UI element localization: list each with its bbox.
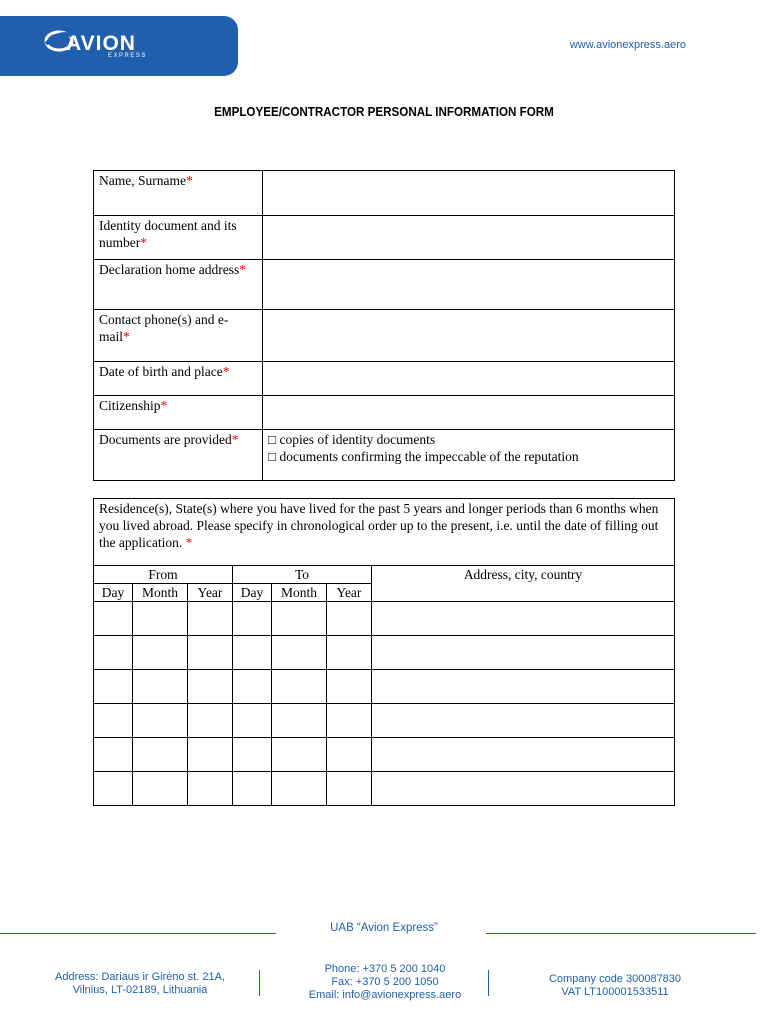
footer-separator <box>259 970 260 996</box>
cell[interactable] <box>133 704 188 738</box>
cell[interactable] <box>372 602 675 636</box>
cell[interactable] <box>272 738 327 772</box>
table-row <box>94 566 675 584</box>
website-link[interactable]: www.avionexpress.aero <box>569 39 686 51</box>
checkbox-identity-documents[interactable]: □ copies of identity documents <box>268 432 436 447</box>
cell[interactable] <box>233 602 272 636</box>
cell[interactable] <box>372 670 675 704</box>
name-field[interactable] <box>263 171 675 216</box>
table-row <box>94 772 675 806</box>
cell[interactable] <box>94 704 133 738</box>
field-label: Documents are provided* <box>94 430 263 481</box>
cell[interactable] <box>133 670 188 704</box>
cell[interactable] <box>327 704 372 738</box>
cell[interactable] <box>372 704 675 738</box>
field-label: Name, Surname* <box>94 171 263 216</box>
cell[interactable] <box>327 670 372 704</box>
day-header: Day <box>94 584 133 602</box>
year-header: Year <box>327 584 372 602</box>
table-row <box>94 310 675 362</box>
cell[interactable] <box>233 738 272 772</box>
birth-field[interactable] <box>263 362 675 396</box>
cell[interactable] <box>272 636 327 670</box>
cell[interactable] <box>327 738 372 772</box>
phone-text: Phone: +370 5 200 1040 <box>324 963 446 975</box>
table-row <box>94 670 675 704</box>
table-row <box>94 430 675 481</box>
checkbox-reputation-documents[interactable]: □ documents confirming the impeccable of the reputation <box>268 449 579 464</box>
cell[interactable] <box>272 670 327 704</box>
cell[interactable] <box>372 636 675 670</box>
from-header: From <box>94 566 233 584</box>
cell[interactable] <box>272 602 327 636</box>
residence-table <box>93 498 675 806</box>
residence-intro: Residence(s), State(s) where you have lived for the past 5 years and longer periods than 6 months when you lived abroad. Please specify in chronological order up to the present, i.e. until the date of filling out the application. * <box>94 499 675 566</box>
cell[interactable] <box>233 772 272 806</box>
cell[interactable] <box>133 602 188 636</box>
cell[interactable] <box>372 772 675 806</box>
cell[interactable] <box>188 738 233 772</box>
month-header: Month <box>133 584 188 602</box>
table-row <box>94 636 675 670</box>
documents-options <box>263 430 675 481</box>
field-label: Declaration home address* <box>94 260 263 310</box>
address-line: Vilnius, LT-02189, Lithuania <box>72 984 208 996</box>
cell[interactable] <box>94 738 133 772</box>
cell[interactable] <box>272 772 327 806</box>
identity-document-field[interactable] <box>263 216 675 260</box>
cell[interactable] <box>94 636 133 670</box>
field-label: Identity document and its number* <box>94 216 263 260</box>
to-header: To <box>233 566 372 584</box>
table-row <box>94 171 675 216</box>
cell[interactable] <box>233 704 272 738</box>
cell[interactable] <box>133 636 188 670</box>
field-label: Citizenship* <box>94 396 263 430</box>
cell[interactable] <box>94 602 133 636</box>
table-row <box>94 499 675 566</box>
logo-subtext: EXPRESS <box>108 53 147 59</box>
company-name: UAB “Avion Express” <box>330 922 438 934</box>
cell[interactable] <box>94 670 133 704</box>
cell[interactable] <box>327 636 372 670</box>
footer-company-codes <box>505 973 725 999</box>
home-address-field[interactable] <box>263 260 675 310</box>
cell[interactable] <box>94 772 133 806</box>
logo-text: AVION <box>66 32 136 55</box>
cell[interactable] <box>188 602 233 636</box>
form-title: EMPLOYEE/CONTRACTOR PERSONAL INFORMATION FORM <box>214 105 554 119</box>
table-row <box>94 602 675 636</box>
cell[interactable] <box>188 670 233 704</box>
company-code: Company code 300087830 <box>548 973 682 985</box>
fax-text: Fax: +370 5 200 1050 <box>331 976 439 988</box>
field-label: Date of birth and place* <box>94 362 263 396</box>
cell[interactable] <box>272 704 327 738</box>
cell[interactable] <box>327 602 372 636</box>
cell[interactable] <box>133 738 188 772</box>
table-row <box>94 396 675 430</box>
footer-contacts <box>275 963 495 1002</box>
cell[interactable] <box>372 738 675 772</box>
email-link[interactable]: Email: info@avionexpress.aero <box>308 989 462 1001</box>
cell[interactable] <box>233 670 272 704</box>
cell[interactable] <box>233 636 272 670</box>
address-line: Address: Dariaus ir Girėno st. 21A, <box>55 971 225 983</box>
cell[interactable] <box>188 704 233 738</box>
footer-address <box>30 971 250 997</box>
month-header: Month <box>272 584 327 602</box>
address-header: Address, city, country <box>372 566 675 602</box>
table-row <box>94 738 675 772</box>
year-header: Year <box>188 584 233 602</box>
cell[interactable] <box>188 772 233 806</box>
table-row <box>94 216 675 260</box>
table-row <box>94 362 675 396</box>
table-row <box>94 704 675 738</box>
vat-code: VAT LT100001533511 <box>561 986 669 998</box>
personal-info-table <box>93 170 675 481</box>
field-label: Contact phone(s) and e-mail* <box>94 310 263 362</box>
contact-field[interactable] <box>263 310 675 362</box>
cell[interactable] <box>327 772 372 806</box>
table-row <box>94 260 675 310</box>
cell[interactable] <box>133 772 188 806</box>
citizenship-field[interactable] <box>263 396 675 430</box>
day-header: Day <box>233 584 272 602</box>
cell[interactable] <box>188 636 233 670</box>
footer-separator <box>488 970 489 996</box>
